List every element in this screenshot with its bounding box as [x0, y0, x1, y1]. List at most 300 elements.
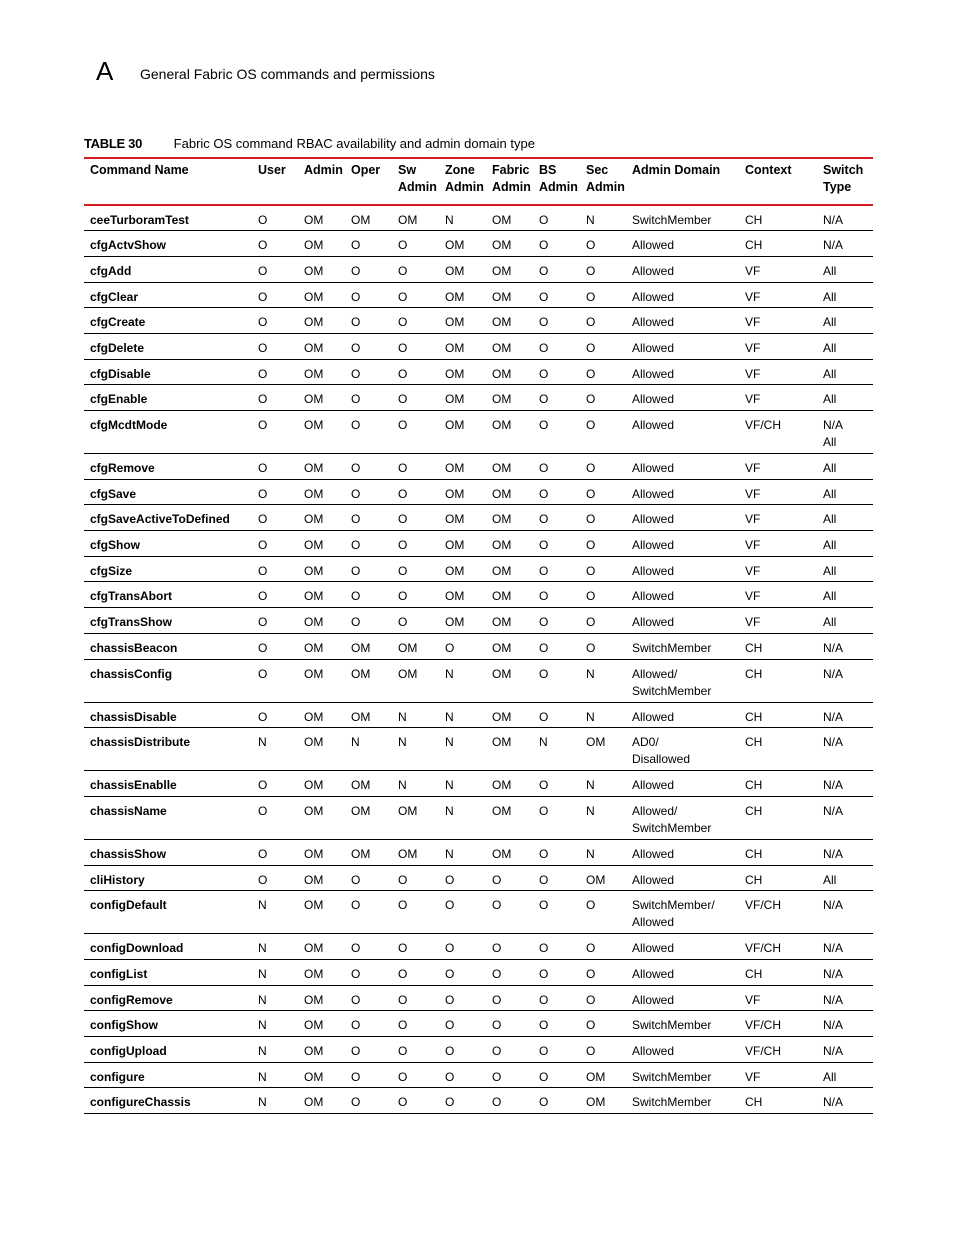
table-cell: N/A	[823, 1044, 844, 1058]
command-name-cell: cfgSave	[90, 486, 137, 501]
table-cell: O	[586, 461, 596, 475]
table-cell: O	[539, 1069, 549, 1084]
table-cell: OM	[304, 392, 324, 407]
table-cell: VF	[745, 1069, 761, 1084]
table-cell: CH	[745, 872, 763, 887]
table-cell: OM	[351, 846, 371, 861]
table-cell: O	[445, 898, 455, 913]
command-name-cell: chassisName	[90, 803, 167, 818]
table-cell: O	[539, 846, 549, 861]
table-cell: All	[823, 538, 837, 553]
table-cell: N/A All	[823, 418, 844, 449]
table-cell: O	[258, 666, 268, 681]
table-cell: OM	[304, 803, 324, 818]
column-header: Sw Admin	[398, 163, 437, 194]
table-cell: O	[258, 615, 268, 630]
table-cell: O	[539, 966, 549, 981]
table-cell: Allowed	[632, 238, 675, 253]
table-cell: N	[539, 735, 548, 750]
table-cell: Allowed	[632, 340, 675, 355]
table-cell: O	[539, 418, 549, 432]
column-header: Admin	[304, 163, 343, 177]
table-row	[84, 934, 873, 960]
table-row	[84, 796, 873, 839]
table-row	[84, 1011, 873, 1037]
rbac-table	[84, 159, 873, 1114]
table-cell: OM	[304, 615, 324, 630]
table-cell: OM	[304, 992, 324, 1007]
column-header: BS Admin	[539, 163, 578, 194]
table-cell: N	[258, 1018, 267, 1033]
command-name-cell: cliHistory	[90, 872, 145, 887]
table-cell: N	[258, 898, 267, 913]
table-cell: N	[258, 1095, 267, 1110]
table-cell: OM	[445, 238, 465, 253]
table-row	[84, 333, 873, 359]
table-cell: OM	[492, 418, 512, 432]
table-cell: OM	[445, 615, 465, 630]
table-cell: O	[398, 1018, 408, 1033]
table-cell: O	[586, 898, 596, 913]
table-cell: O	[351, 1044, 361, 1058]
table-row	[84, 531, 873, 557]
command-name-cell: configureChassis	[90, 1095, 191, 1110]
table-cell: Allowed	[632, 589, 675, 604]
table-row	[84, 411, 873, 454]
table-cell: O	[351, 366, 361, 381]
table-cell: OM	[492, 289, 512, 304]
table-cell: O	[492, 1069, 502, 1084]
table-cell: O	[258, 512, 268, 527]
table-cell: O	[258, 213, 268, 227]
column-header: Zone Admin	[445, 163, 484, 194]
table-cell: CH	[745, 735, 763, 750]
table-row	[84, 205, 873, 231]
table-cell: OM	[445, 563, 465, 578]
table-cell: Allowed	[632, 512, 675, 527]
table-cell: O	[351, 289, 361, 304]
table-cell: OM	[351, 666, 371, 681]
table-cell: VF	[745, 512, 761, 527]
table-cell: O	[586, 392, 596, 407]
table-cell: O	[258, 538, 268, 553]
command-name-cell: configShow	[90, 1018, 158, 1033]
table-cell: O	[351, 461, 361, 475]
table-cell: OM	[398, 640, 418, 655]
table-cell: VF	[745, 289, 761, 304]
table-cell: N	[445, 778, 454, 793]
table-cell: Allowed	[632, 992, 675, 1007]
command-name-cell: cfgTransShow	[90, 615, 173, 630]
table-cell: Allowed/ SwitchMember	[632, 666, 712, 698]
table-cell: Allowed	[632, 263, 675, 278]
table-cell: OM	[304, 238, 324, 253]
table-row	[84, 659, 873, 702]
table-cell: O	[398, 1095, 408, 1110]
table-cell: N/A	[823, 966, 844, 981]
table-cell: O	[398, 263, 408, 278]
table-cell: VF	[745, 263, 761, 278]
table-cell: CH	[745, 238, 763, 253]
table-cell: O	[492, 872, 502, 887]
table-cell: OM	[398, 666, 418, 681]
page-header-title: General Fabric OS commands and permissions	[140, 66, 435, 82]
table-cell: OM	[445, 538, 465, 553]
table-cell: VF	[745, 538, 761, 553]
table-cell: O	[351, 538, 361, 553]
table-cell: O	[539, 340, 549, 355]
table-cell: N/A	[823, 898, 844, 913]
table-cell: OM	[304, 366, 324, 381]
table-cell: O	[351, 589, 361, 604]
table-cell: O	[492, 1044, 502, 1058]
table-cell: OM	[304, 640, 324, 655]
table-cell: OM	[586, 872, 606, 887]
table-cell: O	[586, 615, 596, 630]
table-cell: O	[586, 289, 596, 304]
table-cell: O	[398, 1044, 408, 1058]
table-row	[84, 308, 873, 334]
table-cell: O	[445, 640, 455, 655]
table-cell: O	[539, 289, 549, 304]
table-cell: O	[398, 563, 408, 578]
table-cell: N	[445, 666, 454, 681]
table-cell: OM	[492, 486, 512, 501]
column-header: Admin Domain	[632, 163, 721, 177]
table-cell: O	[351, 315, 361, 330]
table-cell: N	[586, 666, 595, 681]
table-cell: O	[586, 563, 596, 578]
table-cell: O	[398, 898, 408, 913]
command-name-cell: chassisBeacon	[90, 640, 178, 655]
table-cell: OM	[304, 461, 324, 475]
table-cell: O	[351, 512, 361, 527]
table-cell: OM	[445, 486, 465, 501]
table-cell: O	[398, 1069, 408, 1084]
table-row	[84, 556, 873, 582]
table-cell: VF/CH	[745, 1044, 781, 1058]
table-cell: All	[823, 486, 837, 501]
table-row	[84, 479, 873, 505]
table-row	[84, 385, 873, 411]
table-cell: OM	[304, 589, 324, 604]
table-cell: N	[398, 735, 407, 750]
table-cell: O	[492, 898, 502, 913]
table-cell: OM	[304, 735, 324, 750]
table-row	[84, 728, 873, 771]
table-cell: OM	[445, 512, 465, 527]
table-row	[84, 839, 873, 865]
command-name-cell: configUpload	[90, 1044, 167, 1058]
table-cell: O	[258, 392, 268, 407]
table-cell: VF/CH	[745, 1018, 781, 1033]
table-cell: CH	[745, 213, 763, 227]
table-row	[84, 985, 873, 1011]
table-cell: VF	[745, 589, 761, 604]
table-cell: All	[823, 589, 837, 604]
table-cell: O	[586, 263, 596, 278]
table-cell: All	[823, 872, 837, 887]
command-name-cell: cfgAdd	[90, 263, 132, 278]
table-cell: OM	[304, 1069, 324, 1084]
table-cell: N	[445, 803, 454, 818]
table-row	[84, 282, 873, 308]
table-cell: Allowed	[632, 615, 675, 630]
table-cell: Allowed	[632, 392, 675, 407]
table-row	[84, 1088, 873, 1114]
table-cell: VF	[745, 486, 761, 501]
table-cell: OM	[304, 563, 324, 578]
table-cell: N	[586, 778, 595, 793]
table-cell: O	[398, 538, 408, 553]
table-cell: OM	[445, 340, 465, 355]
table-cell: N	[586, 803, 595, 818]
table-cell: O	[258, 778, 268, 793]
command-name-cell: configList	[90, 966, 148, 981]
table-cell: CH	[745, 778, 763, 793]
table-cell: O	[539, 941, 549, 956]
table-cell: O	[398, 461, 408, 475]
table-cell: VF	[745, 992, 761, 1007]
table-cell: O	[539, 666, 549, 681]
table-cell: Allowed	[632, 461, 675, 475]
table-cell: O	[258, 846, 268, 861]
table-cell: OM	[445, 589, 465, 604]
table-cell: N	[258, 735, 267, 750]
table-cell: O	[258, 289, 268, 304]
command-name-cell: chassisDistribute	[90, 735, 191, 750]
table-cell: O	[586, 340, 596, 355]
table-cell: OM	[586, 1069, 606, 1084]
table-row	[84, 505, 873, 531]
table-cell: O	[539, 1044, 549, 1058]
table-cell: N	[351, 735, 360, 750]
table-cell: O	[539, 315, 549, 330]
table-cell: O	[539, 803, 549, 818]
command-name-cell: configDownload	[90, 941, 184, 956]
table-cell: CH	[745, 846, 763, 861]
table-cell: O	[351, 898, 361, 913]
table-cell: O	[258, 589, 268, 604]
table-cell: O	[445, 1069, 455, 1084]
table-row	[84, 959, 873, 985]
table-cell: Allowed	[632, 289, 675, 304]
table-row	[84, 633, 873, 659]
command-name-cell: cfgEnable	[90, 392, 148, 407]
table-cell: Allowed	[632, 538, 675, 553]
table-cell: N	[586, 846, 595, 861]
table-cell: O	[586, 640, 596, 655]
table-cell: Allowed	[632, 778, 675, 793]
table-cell: N/A	[823, 640, 844, 655]
table-cell: OM	[304, 872, 324, 887]
table-cell: O	[539, 615, 549, 630]
table-cell: N	[398, 778, 407, 793]
command-name-cell: cfgCreate	[90, 315, 146, 330]
table-cell: O	[586, 238, 596, 253]
table-cell: O	[351, 392, 361, 407]
table-cell: SwitchMember	[632, 1018, 712, 1033]
table-cell: OM	[492, 563, 512, 578]
table-cell: OM	[492, 461, 512, 475]
table-cell: O	[258, 263, 268, 278]
column-header: Command Name	[90, 163, 189, 177]
table-cell: O	[539, 778, 549, 793]
table-row	[84, 1037, 873, 1063]
table-cell: O	[398, 966, 408, 981]
table-cell: O	[445, 966, 455, 981]
table-cell: O	[492, 966, 502, 981]
column-header: Switch Type	[823, 163, 864, 194]
table-cell: O	[539, 563, 549, 578]
table-cell: O	[492, 992, 502, 1007]
table-cell: O	[351, 486, 361, 501]
table-cell: OM	[492, 666, 512, 681]
table-cell: N/A	[823, 1018, 844, 1033]
table-cell: O	[258, 418, 268, 432]
table-cell: O	[586, 512, 596, 527]
table-cell: O	[539, 486, 549, 501]
table-cell: O	[398, 486, 408, 501]
table-cell: OM	[304, 340, 324, 355]
table-cell: O	[398, 340, 408, 355]
table-cell: O	[398, 392, 408, 407]
table-cell: All	[823, 563, 837, 578]
table-cell: Allowed	[632, 941, 675, 956]
table-cell: Allowed	[632, 315, 675, 330]
table-cell: O	[586, 992, 596, 1007]
table-cell: O	[351, 1069, 361, 1084]
table-cell: N/A	[823, 778, 844, 793]
table-cell: All	[823, 289, 837, 304]
table-cell: CH	[745, 803, 763, 818]
table-cell: OM	[492, 709, 512, 724]
table-row	[84, 231, 873, 257]
table-cell: N	[445, 213, 454, 227]
table-row	[84, 702, 873, 728]
table-cell: N/A	[823, 941, 844, 956]
table-row	[84, 1062, 873, 1088]
table-cell: VF	[745, 366, 761, 381]
table-cell: All	[823, 615, 837, 630]
table-cell: VF	[745, 392, 761, 407]
table-cell: O	[445, 1095, 455, 1110]
table-cell: O	[258, 461, 268, 475]
table-cell: N/A	[823, 1095, 844, 1110]
table-row	[84, 771, 873, 797]
table-cell: O	[445, 1018, 455, 1033]
table-cell: OM	[445, 418, 465, 432]
table-cell: O	[398, 366, 408, 381]
table-cell: VF/CH	[745, 898, 781, 913]
table-cell: OM	[492, 589, 512, 604]
table-cell: O	[258, 640, 268, 655]
table-cell: O	[539, 1095, 549, 1110]
table-cell: N	[586, 213, 595, 227]
table-cell: CH	[745, 1095, 763, 1110]
table-cell: All	[823, 340, 837, 355]
table-cell: O	[492, 1095, 502, 1110]
table-cell: OM	[586, 735, 606, 750]
table-cell: O	[351, 992, 361, 1007]
table-cell: CH	[745, 709, 763, 724]
table-cell: O	[351, 615, 361, 630]
table-cell: OM	[304, 512, 324, 527]
table-cell: O	[351, 418, 361, 432]
table-cell: N/A	[823, 846, 844, 861]
table-cell: All	[823, 392, 837, 407]
table-cell: O	[492, 1018, 502, 1033]
table-cell: OM	[304, 778, 324, 793]
table-cell: AD0/ Disallowed	[632, 735, 691, 767]
table-cell: N/A	[823, 238, 844, 253]
table-cell: O	[351, 238, 361, 253]
table-cell: Allowed	[632, 366, 675, 381]
table-cell: OM	[492, 640, 512, 655]
table-cell: O	[398, 589, 408, 604]
table-cell: O	[586, 589, 596, 604]
command-name-cell: configure	[90, 1069, 145, 1084]
table-cell: O	[539, 1018, 549, 1033]
table-cell: O	[539, 589, 549, 604]
table-cell: O	[539, 263, 549, 278]
table-cell: OM	[351, 778, 371, 793]
table-cell: O	[539, 992, 549, 1007]
table-cell: CH	[745, 640, 763, 655]
command-name-cell: chassisShow	[90, 846, 167, 861]
table-cell: O	[351, 340, 361, 355]
table-cell: OM	[492, 213, 512, 227]
table-cell: OM	[492, 263, 512, 278]
table-cell: All	[823, 366, 837, 381]
table-cell: O	[539, 392, 549, 407]
table-cell: O	[398, 289, 408, 304]
table-cell: O	[445, 992, 455, 1007]
table-cell: N	[258, 992, 267, 1007]
table-cell: N/A	[823, 709, 844, 724]
table-cell: SwitchMember/ Allowed	[632, 898, 715, 930]
table-cell: Allowed	[632, 486, 675, 501]
table-cell: N	[586, 709, 595, 724]
table-cell: O	[539, 898, 549, 913]
table-cell: O	[351, 941, 361, 956]
command-name-cell: chassisEnablle	[90, 778, 177, 793]
command-name-cell: configRemove	[90, 992, 173, 1007]
table-cell: OM	[445, 263, 465, 278]
table-cell: VF	[745, 461, 761, 475]
table-cell: OM	[492, 803, 512, 818]
table-cell: N	[445, 846, 454, 861]
table-cell: OM	[492, 615, 512, 630]
table-cell: OM	[304, 418, 324, 432]
table-cell: OM	[304, 289, 324, 304]
table-cell: O	[258, 563, 268, 578]
column-header: Oper	[351, 163, 381, 177]
table-cell: O	[258, 315, 268, 330]
command-name-cell: cfgActvShow	[90, 238, 167, 253]
table-cell: O	[445, 1044, 455, 1058]
table-cell: O	[258, 238, 268, 253]
table-cell: O	[539, 366, 549, 381]
table-cell: All	[823, 512, 837, 527]
table-title: Fabric OS command RBAC availability and admin domain type	[173, 136, 535, 151]
table-cell: OM	[304, 846, 324, 861]
table-cell: N	[445, 709, 454, 724]
table-cell: O	[586, 486, 596, 501]
table-cell: O	[539, 512, 549, 527]
table-cell: Allowed/ SwitchMember	[632, 803, 712, 835]
table-cell: O	[586, 538, 596, 553]
